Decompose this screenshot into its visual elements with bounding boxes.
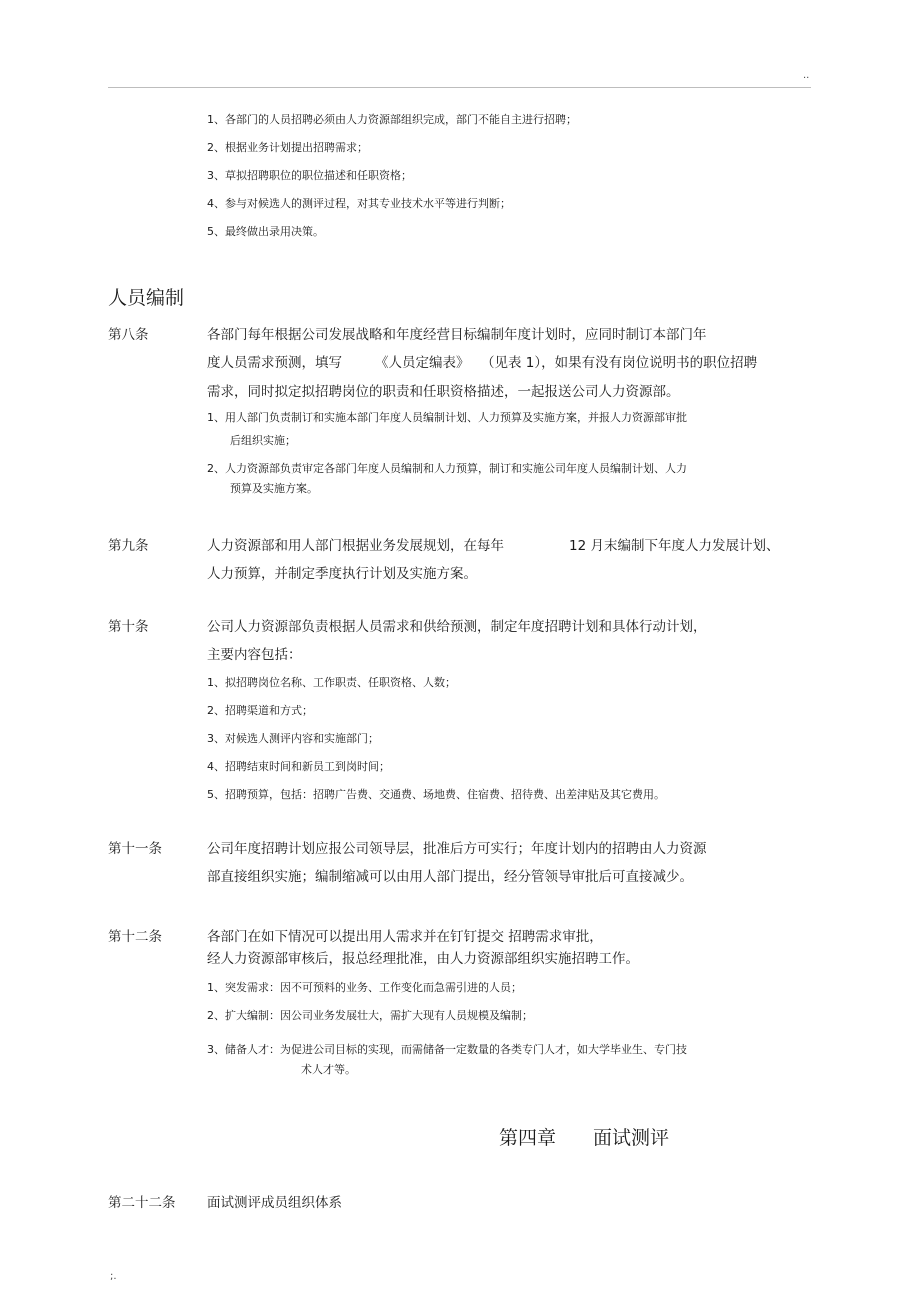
article-9-line-2: 人力预算，并制定季度执行计划及实施方案。 bbox=[207, 566, 477, 582]
article-22-label: 第二十二条 bbox=[108, 1195, 176, 1211]
article-8-line-2c: （见表 1），如果有没有岗位说明书的职位招聘 bbox=[481, 355, 758, 371]
chapter-title: 面试测评 bbox=[593, 1127, 670, 1149]
article-10-line-2: 主要内容包括： bbox=[207, 647, 302, 663]
intro-item-1: 1、各部门的人员招聘必须由人力资源部组织完成，部门不能自主进行招聘； bbox=[207, 113, 577, 126]
article-11-label: 第十一条 bbox=[108, 841, 162, 857]
footer-mark: ;. bbox=[110, 1271, 117, 1282]
article-12-line-1: 各部门在如下情况可以提出用人需求并在钉钉提交 招聘需求审批， bbox=[207, 929, 603, 945]
intro-item-4: 4、参与对候选人的测评过程，对其专业技术水平等进行判断； bbox=[207, 197, 511, 210]
article-9-label: 第九条 bbox=[108, 538, 149, 554]
article-8-item-1-line-2: 后组织实施； bbox=[230, 434, 296, 447]
header-mark: .. bbox=[803, 70, 810, 81]
article-8-item-1-line-1: 1、用人部门负责制订和实施本部门年度人员编制计划、人力预算及实施方案，并报人力资源部审批 bbox=[207, 411, 687, 424]
article-12-item-1: 1、突发需求：因不可预料的业务、工作变化而急需引进的人员； bbox=[207, 981, 522, 994]
article-10-item-5: 5、招聘预算，包括：招聘广告费、交通费、场地费、住宿费、招待费、出差津贴及其它费用。 bbox=[207, 788, 665, 801]
article-22-text: 面试测评成员组织体系 bbox=[207, 1195, 342, 1211]
article-10-item-4: 4、招聘结束时间和新员工到岗时间； bbox=[207, 760, 390, 773]
article-12-item-2: 2、扩大编制：因公司业务发展壮大，需扩大现有人员规模及编制； bbox=[207, 1009, 533, 1022]
article-12-line-2: 经人力资源部审核后，报总经理批准，由人力资源部组织实施招聘工作。 bbox=[207, 951, 639, 967]
article-11-line-2: 部直接组织实施；编制缩减可以由用人部门提出，经分管领导审批后可直接减少。 bbox=[207, 869, 693, 885]
article-10-item-3: 3、对候选人测评内容和实施部门； bbox=[207, 732, 379, 745]
article-9-line-1a: 人力资源部和用人部门根据业务发展规划，在每年 bbox=[207, 538, 504, 554]
article-8-item-2-line-1: 2、人力资源部负责审定各部门年度人员编制和人力预算，制订和实施公司年度人员编制计划、人力 bbox=[207, 462, 687, 475]
article-8-item-2-line-2: 预算及实施方案。 bbox=[230, 482, 318, 495]
article-9-line-1b: 12 月末编制下年度人力发展计划、 bbox=[569, 538, 780, 554]
article-8-line-2b: 《人员定编表》 bbox=[375, 355, 470, 371]
article-12-item-3-line-2: 术人才等。 bbox=[301, 1063, 356, 1076]
article-11-line-1: 公司年度招聘计划应报公司领导层，批准后方可实行；年度计划内的招聘由人力资源 bbox=[207, 841, 707, 857]
article-8-label: 第八条 bbox=[108, 327, 149, 343]
article-8-line-3: 需求，同时拟定拟招聘岗位的职责和任职资格描述，一起报送公司人力资源部。 bbox=[207, 384, 680, 400]
article-10-item-1: 1、拟招聘岗位名称、工作职责、任职资格、人数； bbox=[207, 676, 456, 689]
article-10-line-1: 公司人力资源部负责根据人员需求和供给预测，制定年度招聘计划和具体行动计划， bbox=[207, 619, 707, 635]
section-title: 人员编制 bbox=[108, 287, 185, 309]
article-8-line-2a: 度人员需求预测，填写 bbox=[207, 355, 342, 371]
article-10-label: 第十条 bbox=[108, 619, 149, 635]
article-12-item-3-line-1: 3、储备人才：为促进公司目标的实现，而需储备一定数量的各类专门人才，如大学毕业生、专门技 bbox=[207, 1043, 687, 1056]
intro-item-5: 5、最终做出录用决策。 bbox=[207, 225, 324, 238]
article-12-label: 第十二条 bbox=[108, 929, 162, 945]
article-8-line-1: 各部门每年根据公司发展战略和年度经营目标编制年度计划时，应同时制订本部门年 bbox=[207, 327, 707, 343]
header-rule bbox=[108, 87, 811, 88]
chapter-number: 第四章 bbox=[499, 1127, 557, 1149]
intro-item-3: 3、草拟招聘职位的职位描述和任职资格； bbox=[207, 169, 412, 182]
intro-item-2: 2、根据业务计划提出招聘需求； bbox=[207, 141, 368, 154]
article-10-item-2: 2、招聘渠道和方式； bbox=[207, 704, 313, 717]
